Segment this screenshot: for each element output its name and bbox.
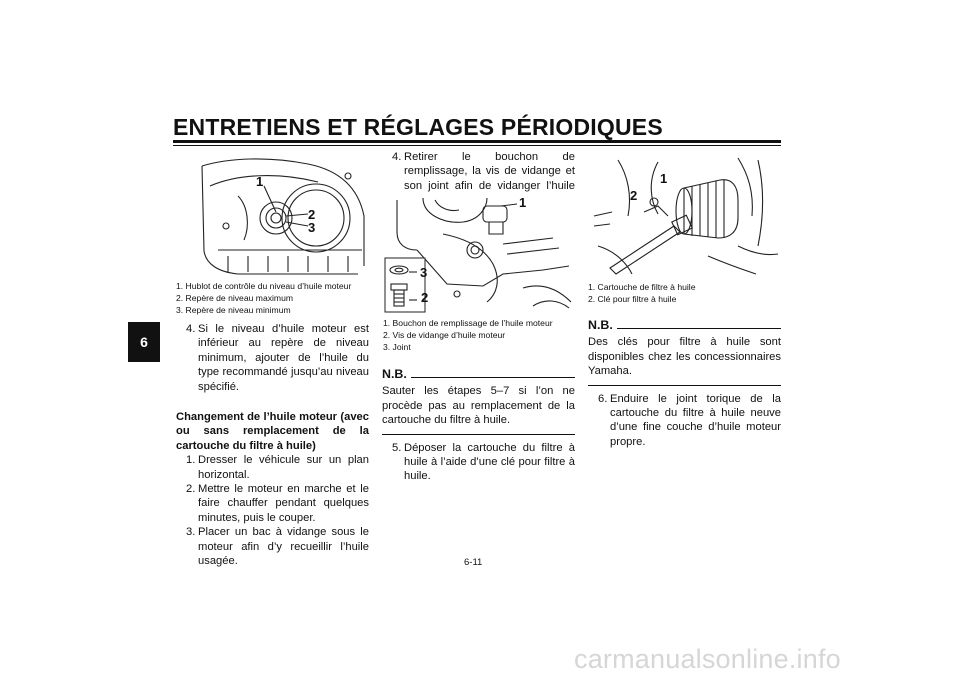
engine-sight-glass-illustration [198, 156, 368, 278]
step-text: Placer un bac à vidange sous le moteur afin d’y recueillir l’huile usagée. [198, 526, 369, 568]
chapter-tab: 6 [128, 322, 160, 362]
step-number: 4. [186, 323, 196, 335]
step-text: Déposer la cartouche du filtre à huile à l’aide d’une clé pour filtre à huile. [404, 441, 575, 483]
figure2-callout-3: 3 [420, 265, 428, 280]
oil-filter-wrench-illustration [588, 156, 780, 276]
column-1-body [176, 322, 369, 569]
figure-drain-bolt [383, 194, 575, 314]
figure3-callout-1: 1 [660, 171, 668, 186]
figure3-caption [588, 281, 696, 305]
step-number: 3. [186, 526, 196, 539]
caption-item: 2. Repère de niveau maximum [176, 293, 294, 303]
step-item [176, 482, 369, 525]
note-end-rule [382, 434, 575, 435]
caption-item: 1. Bouchon de remplissage de l’huile moteur [383, 318, 553, 328]
engine-drain-illustration [383, 194, 575, 314]
step-item [176, 453, 369, 482]
note-title: N.B. [382, 367, 407, 381]
figure1-caption [176, 280, 351, 316]
caption-item: 1. Hublot de contrôle du niveau d’huile moteur [176, 281, 352, 291]
caption-item: 2. Clé pour filtre à huile [588, 294, 677, 304]
figure-oil-level-window [198, 156, 368, 278]
step-item [382, 441, 575, 484]
step-text: Retirer le bouchon de remplissage, la vis de vidange et son joint afin de vidanger l’huile [404, 151, 575, 192]
step-item [588, 392, 781, 450]
step-text: Si le niveau d’huile moteur est inférieur au repère de niveau minimum, ajouter de l’huile du type recommandé jusqu’au niveau spécifié. [198, 323, 369, 393]
figure2-callout-2: 2 [421, 290, 429, 305]
watermark: carmanualsonline.info [574, 644, 841, 674]
header-rule [173, 140, 781, 143]
step-number: 4. [392, 151, 402, 163]
step-number: 1. [186, 454, 196, 467]
figure1-callout-2: 2 [308, 207, 316, 222]
step-number: 6. [598, 392, 608, 405]
step-item [176, 525, 369, 568]
step-text: Mettre le moteur en marche et le faire chauffer pendant quelques minutes, puis le couper. [198, 483, 369, 524]
note-text: Des clés pour filtre à huile sont disponibles chez les concessionnaires Yamaha. [588, 336, 781, 378]
step-item [176, 322, 369, 394]
step-number: 2. [186, 483, 196, 496]
note-heading [382, 367, 575, 381]
figure2-caption [383, 317, 553, 353]
note-rule [411, 377, 575, 378]
caption-item: 3. Joint [383, 342, 411, 352]
note-rule [617, 328, 781, 329]
header-rule-thin [173, 145, 781, 146]
page-title: ENTRETIENS ET RÉGLAGES PÉRIODIQUES [173, 114, 663, 140]
section-heading: Changement de l’huile moteur (avec ou sans remplacement de la cartouche du filtre à huile) [176, 411, 369, 452]
figure3-callout-2: 2 [630, 188, 638, 203]
caption-item: 3. Repère de niveau minimum [176, 305, 291, 315]
figure1-callout-1: 1 [256, 174, 264, 189]
column-2-note [382, 367, 575, 484]
note-end-rule [588, 385, 781, 386]
figure2-callout-1: 1 [519, 195, 527, 210]
note-text: Sauter les étapes 5–7 si l’on ne procède pas au remplacement de la cartouche du filtre à huile. [382, 385, 575, 427]
column-3-body [588, 318, 781, 449]
step-text: Dresser le véhicule sur un plan horizontal. [198, 454, 369, 481]
figure1-callout-3: 3 [308, 220, 316, 235]
note-title: N.B. [588, 318, 613, 332]
caption-item: 2. Vis de vidange d’huile moteur [383, 330, 506, 340]
note-heading [588, 318, 781, 332]
page-number: 6-11 [464, 557, 483, 568]
figure-oil-filter [588, 156, 780, 276]
step-number: 5. [392, 441, 402, 454]
caption-item: 1. Cartouche de filtre à huile [588, 282, 696, 292]
step-text: Enduire le joint torique de la cartouche du filtre à huile neuve d’une fine couche d’huile moteur propre. [610, 392, 781, 448]
